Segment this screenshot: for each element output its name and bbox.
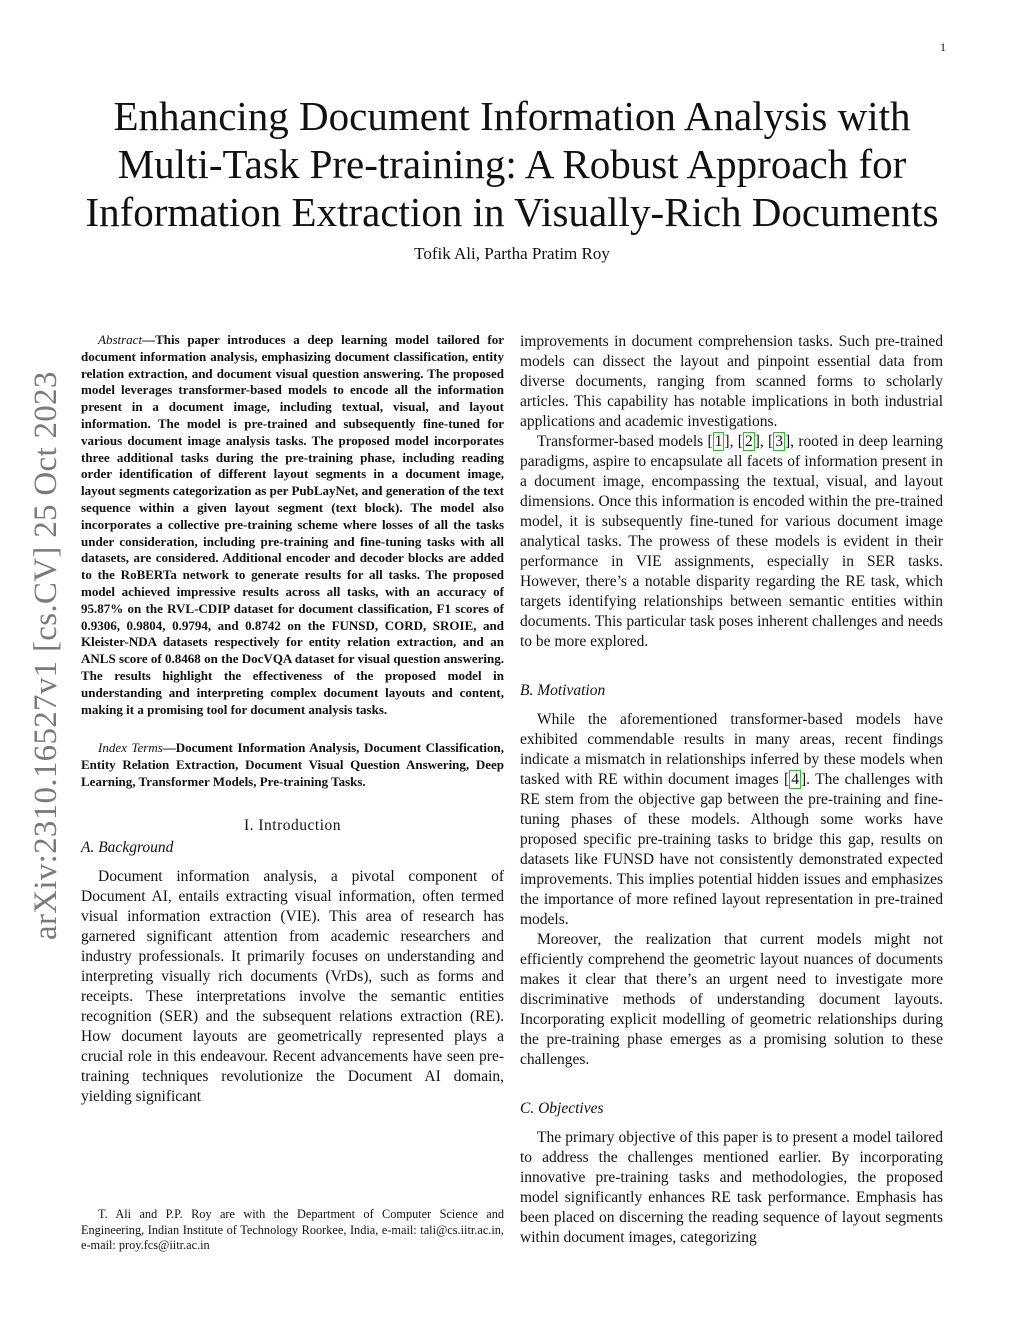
right-column (520, 332, 943, 1248)
left-column (81, 332, 504, 1107)
index-terms-label: Index Terms (98, 740, 163, 756)
page-number: 1 (940, 40, 946, 54)
paper-title: Enhancing Document Information Analysis with Multi-Task Pre-training: A Robust Approach for Information Extraction in Visually-Rich Documents (85, 93, 939, 235)
abstract-text: —This paper introduces a deep learning model tailored for document information analysis, emphasizing document classification, entity relation extraction, and document visual question answering. The proposed model leverages transformer-based models to encode all the information present in a document image, including textual, visual, and layout information. The model is pre-trained and subsequently fine-tuned for various document image analysis tasks. The proposed model incorporates three additional tasks during the pre-training phase, including reading order identification of different layout segments in a document image, layout segments categorization as per PubLayNet, and generation of the text sequence within a given layout segment (text block). The model also incorporates a collective pre-training scheme where losses of all the tasks under consideration, including pre-training and fine-tuning tasks with all datasets, are considered. Additional encoder and decoder blocks are added to the RoBERTa network to generate results for all tasks. The proposed model achieved impressive results across all tasks, with an accuracy of 95.87% on the RVL-CDIP dataset for document classification, F1 scores of 0.9306, 0.9804, 0.9794, and 0.8742 on the FUNSD, CORD, SROIE, and Kleister-NDA datasets respectively for entity relation extraction, and an ANLS score of 0.8468 on the DocVQA dataset for visual question answering. The results highlight the effectiveness of the proposed model in understanding and interpreting complex document layouts and content, making it a promising tool for document analysis tasks. (81, 332, 504, 717)
motivation-suffix: . The challenges with RE stem from the objective gap between the pre-training and fine-tuning phases of these models. Although some works have proposed specific pre-training tasks to bridge this gap, results on datasets like FUNSD have not consistently demonstrated expected improvements. This implies potential hidden issues and emphasizes the importance of more refined layout representation in pre-trained models. (520, 771, 943, 928)
motivation-prefix: While the aforementioned transformer-based models have exhibited commendable results in many areas, recent findings indicate a mismatch in relationships inferred by these models when tasked with RE within document images (520, 711, 943, 788)
abstract-label: Abstract (98, 332, 143, 347)
motivation-paragraph-1: While the aforementioned transformer-based models have exhibited commendable results in many areas, recent findings indicate a mismatch in relationships inferred by these models when tasked with RE within document images [ 4 ]. The challenges with RE stem from the objective gap between the pre-training and fine-tuning phases of these models. Although some works have proposed specific pre-training tasks to bridge this gap, results on datasets like FUNSD have not consistently demonstrated expected improvements. This implies potential hidden issues and emphasizes the importance of more refined layout representation in pre-trained models. (520, 711, 943, 928)
index-terms-text: —Document Information Analysis, Document Classification, Entity Relation Extraction, Document Visual Question Answering, Deep Learning, Transformer Models, Pre-training Tasks. (81, 740, 504, 789)
abstract (81, 332, 504, 718)
right-paragraph-2: Transformer-based models [ 1 ], [ 2 ], [ 3 ], rooted in deep learning paradigms, aspire to encapsulate all facets of information present in a document image, encompassing the textual, visual, and layout dimensions. Once this information is encoded within the pre-trained model, it is subsequently fine-tuned for various document image analytical tasks. The prowess of these models is evident in their performance in VIE assignments, especially in SER tasks. However, there’s a notable disparity regarding the RE task, which targets identifying relationships between semantic entities within documents. This particular task poses inherent challenges and needs to be more explored. (520, 433, 944, 650)
subsection-heading-motivation: B. Motivation (520, 682, 606, 699)
background-paragraph: Document information analysis, a pivotal component of Document AI, entails extracting visual information, often termed visual information extraction (VIE). This area of research has garnered significant attention from academic researchers and industry professionals. It primarily focuses on understanding and interpreting visually rich documents (VrDs), such as forms and receipts. These interpretations involve the semantic entities recognition (SER) and the subsequent relations extraction (RE). How document layouts are geometrically represented plays a crucial role in this endeavour. Recent advancements have seen pre-training techniques revolutionize the Document AI domain, yielding significant (81, 867, 504, 1105)
citation-link-2[interactable]: 2 (744, 433, 753, 450)
arxiv-identifier[interactable]: arXiv:2310.16527v1 [cs.CV] 25 Oct 2023 (28, 371, 64, 940)
objectives-paragraph: The primary objective of this paper is to present a model tailored to address the challenges mentioned earlier. By incorporating innovative pre-training tasks and methodologies, the proposed model significantly enhances RE task performance. Emphasis has been placed on discerning the reading sequence of layout segments within document images, categorizing (520, 1129, 943, 1246)
motivation-paragraph-2: Moreover, the realization that current models might not efficiently comprehend the geometric layout nuances of documents makes it clear that there’s an urgent need to investigate more discriminative methods of understanding document layouts. Incorporating explicit modelling of geometric relationships during the pre-training phase emerges as a promising solution to these challenges. (520, 931, 943, 1068)
citation-link-4[interactable]: 4 (791, 771, 799, 788)
para2-suffix: , rooted in deep learning paradigms, aspire to encapsulate all facets of information present in a document image, encompassing the textual, visual, and layout dimensions. Once this information is encoded within the pre-trained model, it is subsequently fine-tuned for various document image analytical tasks. The prowess of these models is evident in their performance in VIE assignments, especially in SER tasks. However, there’s a notable disparity regarding the RE task, which targets identifying relationships between semantic entities within documents. This particular task poses inherent challenges and needs to be more explored. (520, 433, 944, 650)
section-heading-introduction: I. Introduction (243, 816, 342, 834)
subsection-heading-background: A. Background (81, 838, 174, 856)
citation-link-1[interactable]: 1 (714, 433, 723, 450)
author-footnote: T. Ali and P.P. Roy are with the Department of Computer Science and Engineering, Indian Institute of Technology Roorkee, India, e-mail: tali@cs.iitr.ac.in, e-mail: proy.fcs@iitr.ac.in (81, 1207, 504, 1252)
citation-link-3[interactable]: 3 (775, 433, 783, 450)
right-paragraph-1: improvements in document comprehension tasks. Such pre-trained models can dissect the layout and pinpoint essential data from diverse documents, ranging from scanned forms to scholarly articles. This capability has notable implications in both industrial applications and academic investigations. (520, 333, 943, 430)
paper-authors: Tofik Ali, Partha Pratim Roy (414, 244, 610, 263)
subsection-heading-objectives: C. Objectives (520, 1100, 604, 1117)
para2-prefix: Transformer-based models (537, 433, 708, 450)
index-terms (81, 740, 504, 790)
